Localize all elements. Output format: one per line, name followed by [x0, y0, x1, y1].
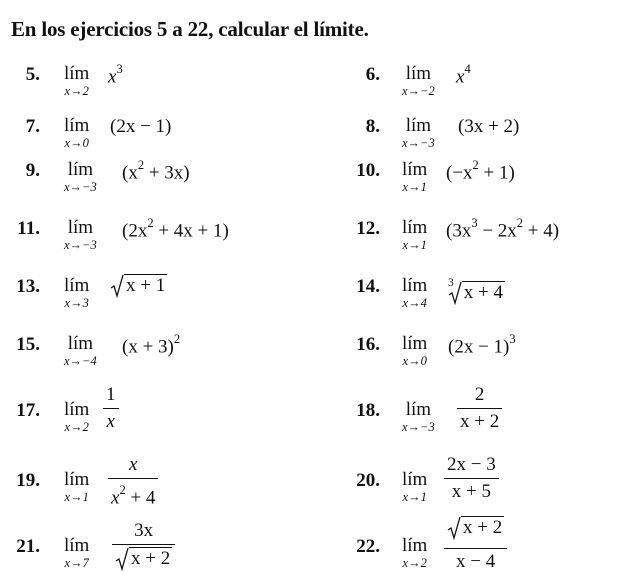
exercise-number: 9. — [25, 160, 40, 181]
exercise-number: 11. — [17, 218, 40, 239]
exercise-number: 19. — [16, 470, 40, 491]
limit-operator: lím x→1 — [402, 159, 428, 194]
fraction — [108, 454, 158, 510]
exercise-number: 16. — [356, 334, 380, 355]
limit-approach: x→−2 — [402, 84, 435, 98]
fraction — [444, 516, 507, 573]
limit-operator: lím x→2 — [64, 63, 90, 98]
exercise-number: 20. — [356, 470, 380, 491]
fraction — [103, 384, 119, 433]
fraction — [444, 454, 499, 503]
limit-approach: x→−3 — [64, 238, 97, 252]
denominator: x + 2 — [460, 411, 500, 433]
exercise-number: 21. — [16, 536, 40, 557]
limit-expression: (3x + 2) — [458, 116, 520, 137]
limit-expression: $(x^2 + 3x)$ — [122, 158, 190, 184]
exercise-number: 22. — [356, 536, 380, 557]
limit-approach: x→−3 — [64, 180, 97, 194]
exercise-number: 17. — [16, 400, 40, 421]
limit-operator: lím x→−4 — [64, 333, 97, 368]
limit-approach: x→−3 — [402, 420, 435, 434]
numerator: 2x − 3 — [447, 454, 496, 475]
limit-expression — [448, 274, 505, 305]
limit-approach: x→0 — [402, 354, 427, 368]
limit-expression: $(x + 3)^2$ — [122, 332, 181, 358]
limit-approach: x→7 — [64, 556, 89, 570]
exercise-number: 10. — [356, 160, 380, 181]
numerator: 1 — [106, 384, 116, 405]
limit-operator: lím x→−2 — [402, 63, 435, 98]
limit-operator: lím x→1 — [64, 469, 90, 504]
page-heading: En los ejercicios 5 a 22, calcular el límite. — [11, 17, 369, 41]
limit-approach: x→0 — [64, 136, 89, 150]
square-root: x + 2 — [447, 516, 504, 540]
limit-operator: lím x→0 — [402, 333, 428, 368]
limit-expression: $(-x^2 + 1)$ — [446, 158, 515, 184]
cube-root: 3 x + 4 — [448, 277, 503, 303]
limit-expression: $(2x^2 + 4x + 1)$ — [122, 216, 229, 242]
limit-expression: $(3x^3 - 2x^2 + 4)$ — [446, 216, 560, 242]
limit-operator: lím x→7 — [64, 535, 90, 570]
limit-expression: $x^4$ — [456, 62, 471, 88]
limit-approach: x→1 — [402, 238, 427, 252]
numerator: 3x — [134, 520, 154, 541]
limit-operator: lím x→−3 — [64, 159, 97, 194]
fraction — [112, 520, 175, 577]
limit-approach: x→4 — [402, 296, 427, 310]
limit-operator: lím x→4 — [402, 275, 428, 310]
limit-operator: lím x→2 — [64, 399, 90, 434]
denominator — [112, 545, 175, 577]
denominator: $x^2 + 4$ — [111, 483, 156, 509]
limit-operator: lím x→−3 — [402, 399, 435, 434]
exercise-number: 14. — [356, 276, 380, 297]
square-root: x + 1 — [110, 274, 167, 298]
limit-approach: x→1 — [402, 180, 427, 194]
exercise-number: 18. — [356, 400, 380, 421]
exercise-number: 5. — [25, 64, 40, 85]
exercise-number: 12. — [356, 218, 380, 239]
exercise-number: 15. — [16, 334, 40, 355]
exercise-number: 8. — [365, 116, 380, 137]
exercise-number: 13. — [16, 276, 40, 297]
exercise-number: 7. — [25, 116, 40, 137]
limit-approach: x→1 — [64, 490, 89, 504]
limit-approach: x→1 — [402, 490, 427, 504]
denominator: x − 4 — [456, 551, 496, 573]
exercise-number: 6. — [365, 64, 380, 85]
root-index: 3 — [448, 277, 454, 289]
limit-expression: $(2x - 1)^3$ — [448, 332, 516, 358]
limit-approach: x→2 — [402, 556, 427, 570]
limit-operator: lím x→1 — [402, 469, 428, 504]
limit-operator: lím x→−3 — [402, 115, 435, 150]
limit-operator: lím x→0 — [64, 115, 90, 150]
limit-approach: x→2 — [64, 84, 89, 98]
limit-expression: (2x − 1) — [110, 116, 172, 137]
limit-approach: x→−3 — [402, 136, 435, 150]
limit-approach: x→2 — [64, 420, 89, 434]
numerator: 2 — [474, 384, 485, 405]
denominator: x — [106, 411, 115, 433]
limit-approach: x→−4 — [64, 354, 97, 368]
numerator: x — [128, 454, 138, 475]
limit-expression: $x^3$ — [108, 62, 123, 88]
square-root: x + 2 — [115, 547, 172, 571]
limit-approach: x→3 — [64, 296, 89, 310]
denominator: x + 5 — [451, 481, 491, 503]
fraction — [457, 384, 502, 433]
limit-operator: lím x→1 — [402, 217, 428, 252]
limit-operator: lím x→−3 — [64, 217, 97, 252]
limit-expression — [110, 274, 167, 304]
numerator — [444, 516, 507, 548]
limit-operator: lím x→3 — [64, 275, 90, 310]
limit-operator: lím x→2 — [402, 535, 428, 570]
